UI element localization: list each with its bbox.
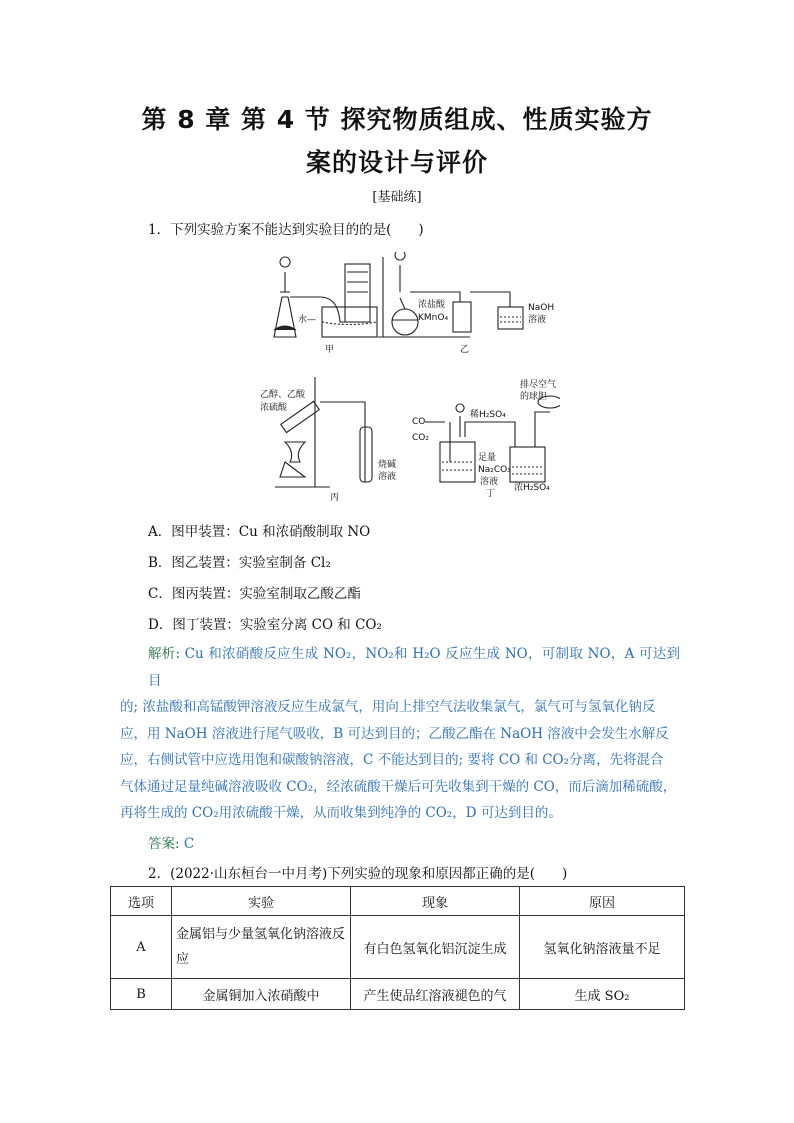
apparatus-figure [260, 252, 560, 502]
label-hcl: 浓盐酸 [418, 300, 446, 310]
header-option: 选项 [111, 887, 172, 916]
cell-option: A [111, 916, 172, 979]
table-row [111, 979, 685, 1010]
label-jia: 甲 [325, 345, 335, 355]
option-c: C．图丙装置：实验室制取乙酸乙酯 [148, 586, 361, 602]
analysis-block [120, 641, 680, 827]
label-co: CO [412, 417, 426, 427]
label-shaojian-1: 烧碱 [378, 460, 397, 470]
question-2-stem: 2．(2022·山东桓台一中月考)下列实验的现象和原因都正确的是( ) [148, 866, 568, 882]
analysis-line-6: 再将生成的 CO₂用浓硫酸干燥，从而收集到纯净的 CO₂，D 可达到目的。 [120, 805, 562, 821]
label-zuliang: 足量 [478, 453, 497, 463]
analysis-line-2: 的; 浓盐酸和高锰酸钾溶液反应生成氯气，用向上排空气法收集氯气，氯气可与氢氧化钠反 [120, 699, 656, 715]
label-yi: 乙 [460, 345, 470, 355]
option-b: B．图乙装置：实验室制备 Cl₂ [148, 555, 331, 571]
analysis-line-3: 应，用 NaOH 溶液进行尾气吸收，B 可达到目的；乙酸乙酯在 NaOH 溶液中会发生水解反 [120, 725, 669, 742]
page-title-line1: 第 8 章 第 4 节 探究物质组成、性质实验方 [141, 105, 653, 134]
label-air-1: 排尽空气 [520, 380, 557, 390]
analysis-label: 解析: [148, 646, 181, 662]
label-rongye: 溶液 [480, 477, 499, 487]
table-row [111, 916, 685, 979]
label-bing-reagent-1: 乙醇、乙酸 [260, 390, 306, 400]
cell-experiment: 金属铝与少量氢氧化钠溶液反应 [172, 916, 351, 979]
option-a: A．图甲装置：Cu 和浓硝酸制取 NO [148, 524, 371, 540]
cell-reason: 氢氧化钠溶液量不足 [520, 916, 685, 979]
label-conc-acid: 浓H₂SO₄ [514, 483, 550, 493]
label-ding: 丁 [486, 489, 496, 499]
label-dilute-acid: 稀H₂SO₄ [470, 410, 506, 420]
question-2-table [110, 886, 685, 1010]
label-naoh-1: NaOH [528, 303, 555, 313]
table-header-row [111, 887, 685, 916]
label-shaojian-2: 溶液 [378, 472, 397, 482]
label-bing-reagent-2: 浓硫酸 [260, 403, 288, 413]
label-air-2: 的球胆 [520, 392, 548, 402]
analysis-line-5: 气体通过足量纯碱溶液吸收 CO₂，经浓硫酸干燥后可先收集到干燥的 CO，而后滴加稀硫酸， [120, 778, 677, 795]
cell-experiment: 金属铜加入浓硝酸中 [172, 979, 351, 1010]
section-label: [基础练] [372, 190, 422, 205]
answer-label: 答案: [148, 836, 180, 852]
analysis-line-4: 应，右侧试管中应选用饱和碳酸钠溶液，C 不能达到目的; 要将 CO 和 CO₂分离，先将混合 [120, 752, 664, 768]
header-experiment: 实验 [172, 887, 351, 916]
cell-phenomenon: 产生使品红溶液褪色的气 [351, 979, 520, 1010]
label-kmno4: KMnO₄ [418, 313, 449, 323]
answer [148, 832, 194, 852]
cell-reason: 生成 SO₂ [520, 979, 685, 1010]
question-1-stem: 1．下列实验方案不能达到实验目的的是( ) [148, 222, 424, 238]
apparatus-yi [378, 252, 523, 337]
analysis-line-1: Cu 和浓硝酸反应生成 NO₂，NO₂和 H₂O 反应生成 NO，可制取 NO，A 可达到目 [148, 646, 680, 689]
header-reason: 原因 [520, 887, 685, 916]
option-d: D．图丁装置：实验室分离 CO 和 CO₂ [148, 617, 382, 633]
cell-phenomenon: 有白色氢氧化铝沉淀生成 [351, 916, 520, 979]
header-phenomenon: 现象 [351, 887, 520, 916]
page-title-line2: 案的设计与评价 [305, 148, 488, 177]
label-naoh-2: 溶液 [528, 315, 547, 325]
apparatus-jia [274, 257, 377, 337]
label-water: 水— [298, 315, 317, 325]
label-co2: CO₂ [412, 433, 429, 443]
label-na2co3: Na₂CO₃ [478, 465, 511, 475]
label-bing: 丙 [330, 493, 340, 502]
cell-option: B [111, 979, 172, 1010]
answer-value: C [179, 836, 195, 852]
